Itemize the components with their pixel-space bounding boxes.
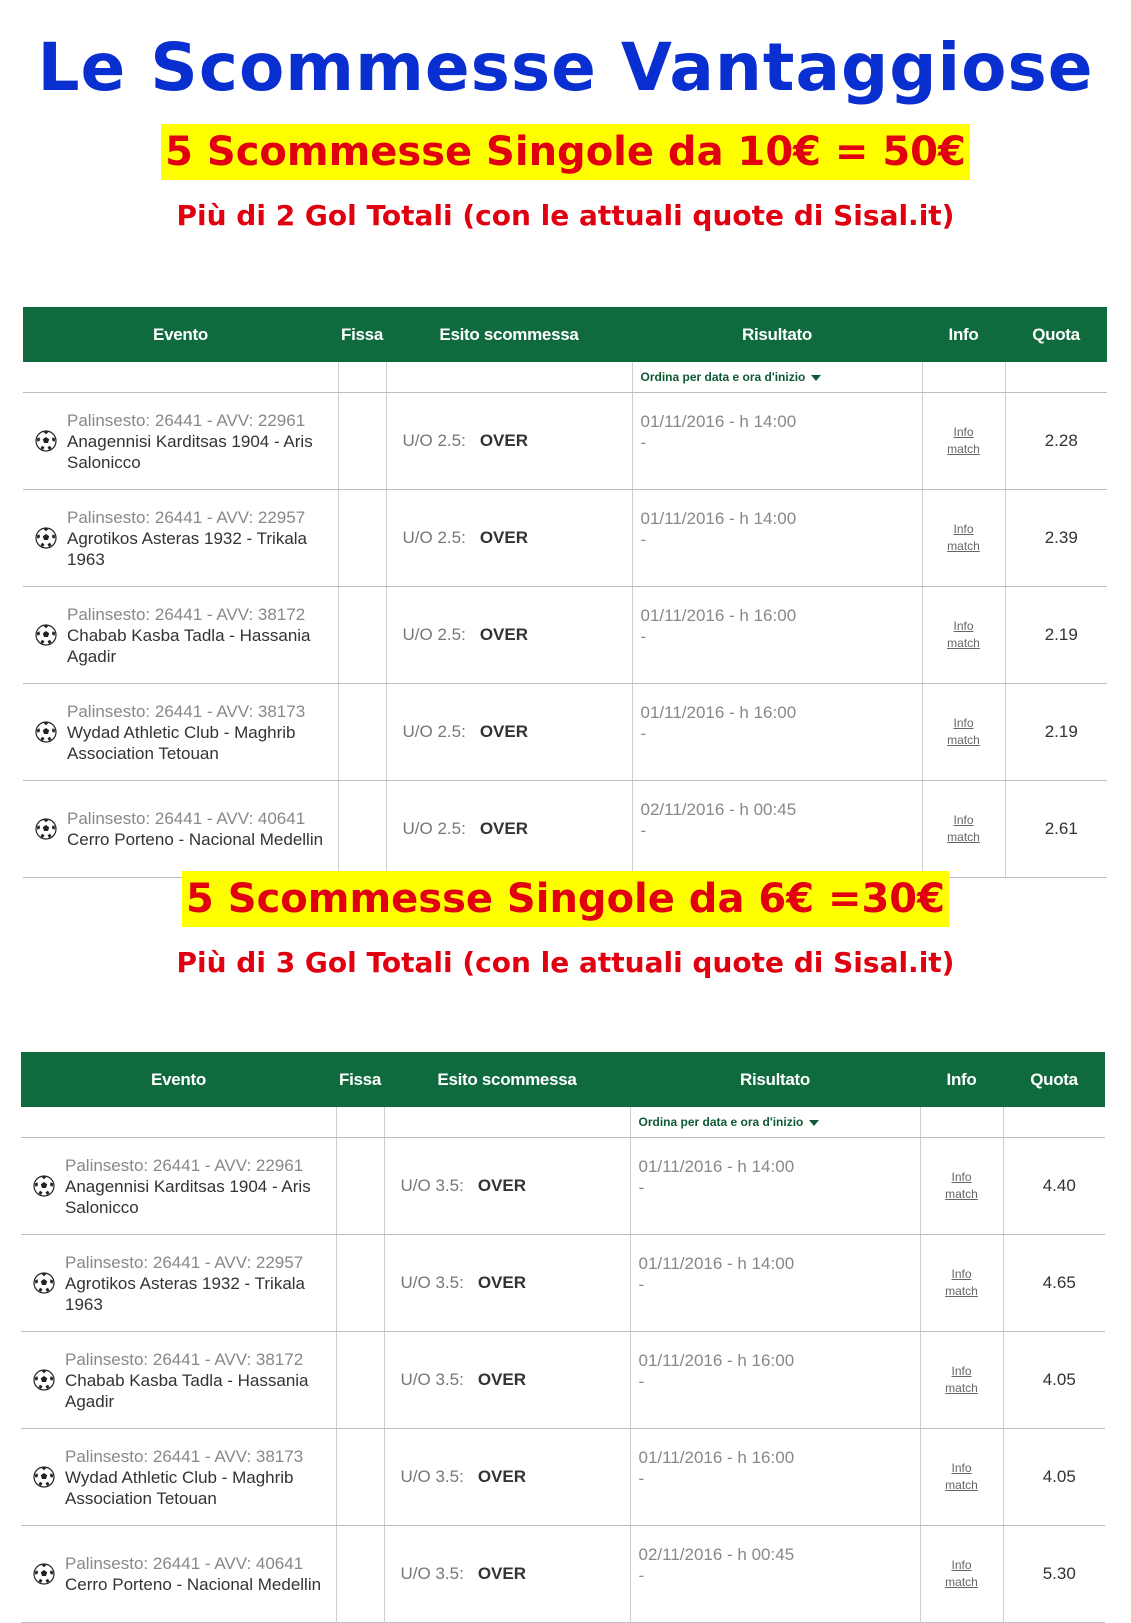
info-link-line2: match bbox=[945, 1575, 978, 1589]
event-cell[interactable] bbox=[21, 1332, 336, 1429]
palinsesto-text: Palinsesto: 26441 - AVV: 22961 bbox=[65, 1155, 304, 1175]
info-match-link[interactable] bbox=[922, 393, 1005, 490]
sort-by-date-link[interactable] bbox=[630, 1107, 920, 1138]
market-label: U/O 3.5: bbox=[400, 1564, 464, 1583]
event-datetime: 01/11/2016 - h 14:00 bbox=[638, 1254, 795, 1273]
caret-down-icon bbox=[809, 1120, 819, 1126]
info-link-line2: match bbox=[945, 1381, 978, 1395]
event-name: Chabab Kasba Tadla - Hassania Agadir bbox=[67, 625, 311, 666]
event-name: Anagennisi Karditsas 1904 - Aris Salonicco bbox=[67, 431, 313, 472]
event-datetime: 01/11/2016 - h 14:00 bbox=[640, 509, 797, 528]
esito-cell bbox=[386, 490, 632, 587]
outcome-label: OVER bbox=[479, 625, 528, 644]
info-link-line1: Info bbox=[951, 1170, 972, 1184]
risultato-cell bbox=[630, 1526, 920, 1623]
market-label: U/O 2.5: bbox=[402, 722, 466, 741]
header-risultato[interactable]: Risultato bbox=[632, 307, 922, 362]
info-link-line1: Info bbox=[953, 522, 974, 536]
fissa-cell bbox=[338, 393, 386, 490]
palinsesto-text: Palinsesto: 26441 - AVV: 40641 bbox=[65, 1554, 304, 1573]
section2-subtitle: Più di 3 Gol Totali (con le attuali quote di Sisal.it) bbox=[176, 946, 955, 979]
header-evento[interactable]: Evento bbox=[21, 1052, 336, 1107]
info-link-line2: match bbox=[947, 539, 980, 553]
quota-value: 4.05 bbox=[1003, 1429, 1105, 1526]
sort-label: Ordina per data e ora d'inizio bbox=[638, 1115, 804, 1129]
fissa-cell bbox=[336, 1526, 384, 1623]
event-name: Cerro Porteno - Nacional Medellin bbox=[65, 1575, 322, 1594]
header-fissa[interactable]: Fissa bbox=[338, 307, 386, 362]
risultato-cell bbox=[630, 1138, 920, 1235]
risultato-cell bbox=[632, 587, 922, 684]
info-match-link[interactable] bbox=[920, 1526, 1003, 1623]
info-link-line1: Info bbox=[953, 425, 974, 439]
header-risultato[interactable]: Risultato bbox=[630, 1052, 920, 1107]
event-result: - bbox=[640, 530, 647, 549]
event-datetime: 01/11/2016 - h 16:00 bbox=[640, 703, 797, 722]
section1-subtitle: Più di 2 Gol Totali (con le attuali quote di Sisal.it) bbox=[176, 199, 955, 232]
info-match-link[interactable] bbox=[922, 490, 1005, 587]
event-cell[interactable] bbox=[21, 1429, 336, 1526]
info-link-line1: Info bbox=[953, 716, 974, 730]
header-esito[interactable]: Esito scommessa bbox=[386, 307, 632, 362]
market-label: U/O 2.5: bbox=[402, 819, 466, 838]
event-cell[interactable] bbox=[23, 490, 338, 587]
event-result: - bbox=[638, 1178, 645, 1197]
info-link-line1: Info bbox=[951, 1364, 972, 1378]
event-datetime: 01/11/2016 - h 16:00 bbox=[638, 1351, 795, 1370]
event-result: - bbox=[640, 627, 647, 646]
event-cell[interactable] bbox=[21, 1138, 336, 1235]
soccer-ball-icon bbox=[33, 1369, 55, 1391]
table-row bbox=[23, 490, 1107, 587]
info-link-line1: Info bbox=[953, 619, 974, 633]
table-row bbox=[21, 1332, 1105, 1429]
quota-value: 5.30 bbox=[1003, 1526, 1105, 1623]
esito-cell bbox=[384, 1429, 630, 1526]
risultato-cell bbox=[630, 1332, 920, 1429]
risultato-cell bbox=[630, 1429, 920, 1526]
event-cell[interactable] bbox=[21, 1235, 336, 1332]
event-cell[interactable] bbox=[21, 1526, 336, 1623]
event-result: - bbox=[640, 821, 647, 840]
palinsesto-text: Palinsesto: 26441 - AVV: 40641 bbox=[67, 809, 306, 828]
palinsesto-text: Palinsesto: 26441 - AVV: 38173 bbox=[65, 1446, 304, 1466]
market-label: U/O 3.5: bbox=[400, 1176, 464, 1195]
event-result: - bbox=[640, 433, 647, 452]
esito-cell bbox=[384, 1332, 630, 1429]
header-info[interactable]: Info bbox=[920, 1052, 1003, 1107]
quota-value: 4.40 bbox=[1003, 1138, 1105, 1235]
table-row bbox=[23, 587, 1107, 684]
soccer-ball-icon bbox=[35, 430, 57, 452]
info-match-link[interactable] bbox=[920, 1138, 1003, 1235]
soccer-ball-icon bbox=[33, 1175, 55, 1197]
info-match-link[interactable] bbox=[920, 1429, 1003, 1526]
quota-value: 2.19 bbox=[1005, 684, 1107, 781]
outcome-label: OVER bbox=[479, 722, 528, 741]
table-row bbox=[21, 1138, 1105, 1235]
section1-headline: 5 Scommesse Singole da 10€ = 50€ bbox=[161, 124, 970, 180]
outcome-label: OVER bbox=[477, 1467, 526, 1486]
event-cell[interactable] bbox=[23, 393, 338, 490]
table-header-row bbox=[23, 307, 1107, 362]
info-link-line1: Info bbox=[951, 1267, 972, 1281]
quota-value: 4.05 bbox=[1003, 1332, 1105, 1429]
quota-value: 2.19 bbox=[1005, 587, 1107, 684]
fissa-cell bbox=[336, 1332, 384, 1429]
event-result: - bbox=[638, 1372, 645, 1391]
esito-cell bbox=[384, 1526, 630, 1623]
esito-cell bbox=[386, 781, 632, 878]
event-name: Anagennisi Karditsas 1904 - Aris Salonicco bbox=[65, 1176, 311, 1217]
table-row bbox=[21, 1429, 1105, 1526]
outcome-label: OVER bbox=[479, 431, 528, 450]
soccer-ball-icon bbox=[35, 818, 57, 840]
sort-by-date-link[interactable] bbox=[632, 362, 922, 393]
risultato-cell bbox=[632, 393, 922, 490]
esito-cell bbox=[386, 587, 632, 684]
sort-row bbox=[21, 1107, 1105, 1138]
soccer-ball-icon bbox=[35, 527, 57, 549]
outcome-label: OVER bbox=[477, 1370, 526, 1389]
event-datetime: 01/11/2016 - h 16:00 bbox=[640, 606, 797, 625]
info-link-line1: Info bbox=[951, 1558, 972, 1572]
soccer-ball-icon bbox=[33, 1466, 55, 1488]
section1-headline-wrap bbox=[0, 124, 1131, 180]
quota-value: 4.65 bbox=[1003, 1235, 1105, 1332]
fissa-cell bbox=[336, 1235, 384, 1332]
section2-headline: 5 Scommesse Singole da 6€ =30€ bbox=[182, 871, 949, 927]
sort-label: Ordina per data e ora d'inizio bbox=[640, 370, 806, 384]
table-row bbox=[23, 781, 1107, 878]
table-row bbox=[23, 684, 1107, 781]
table-row bbox=[23, 393, 1107, 490]
info-link-line2: match bbox=[947, 830, 980, 844]
event-name: Wydad Athletic Club - Maghrib Association Tetouan bbox=[67, 722, 296, 763]
event-cell[interactable] bbox=[23, 587, 338, 684]
risultato-cell bbox=[632, 684, 922, 781]
event-result: - bbox=[640, 724, 647, 743]
risultato-cell bbox=[632, 490, 922, 587]
sort-row bbox=[23, 362, 1107, 393]
caret-down-icon bbox=[811, 375, 821, 381]
soccer-ball-icon bbox=[33, 1272, 55, 1294]
info-match-link[interactable] bbox=[920, 1235, 1003, 1332]
market-label: U/O 3.5: bbox=[400, 1370, 464, 1389]
info-link-line1: Info bbox=[953, 813, 974, 827]
event-datetime: 02/11/2016 - h 00:45 bbox=[638, 1545, 795, 1564]
info-link-line1: Info bbox=[951, 1461, 972, 1475]
table-row bbox=[21, 1526, 1105, 1623]
bets-table-2 bbox=[21, 1052, 1105, 1623]
header-fissa[interactable]: Fissa bbox=[336, 1052, 384, 1107]
event-name: Cerro Porteno - Nacional Medellin bbox=[67, 830, 324, 849]
info-link-line2: match bbox=[945, 1187, 978, 1201]
event-datetime: 01/11/2016 - h 14:00 bbox=[640, 412, 797, 431]
market-label: U/O 3.5: bbox=[400, 1273, 464, 1292]
header-info[interactable]: Info bbox=[922, 307, 1005, 362]
info-match-link[interactable] bbox=[922, 684, 1005, 781]
event-result: - bbox=[638, 1275, 645, 1294]
soccer-ball-icon bbox=[35, 624, 57, 646]
header-quota[interactable]: Quota bbox=[1005, 307, 1107, 362]
palinsesto-text: Palinsesto: 26441 - AVV: 22957 bbox=[65, 1252, 304, 1272]
info-match-link[interactable] bbox=[922, 781, 1005, 878]
fissa-cell bbox=[338, 781, 386, 878]
info-match-link[interactable] bbox=[922, 587, 1005, 684]
section2-headline-wrap bbox=[0, 871, 1131, 927]
outcome-label: OVER bbox=[477, 1564, 526, 1583]
fissa-cell bbox=[336, 1138, 384, 1235]
outcome-label: OVER bbox=[477, 1176, 526, 1195]
event-datetime: 01/11/2016 - h 14:00 bbox=[638, 1157, 795, 1176]
event-result: - bbox=[638, 1566, 645, 1585]
outcome-label: OVER bbox=[479, 819, 528, 838]
quota-value: 2.28 bbox=[1005, 393, 1107, 490]
info-link-line2: match bbox=[945, 1284, 978, 1298]
table-header-row bbox=[21, 1052, 1105, 1107]
quota-value: 2.39 bbox=[1005, 490, 1107, 587]
page-title: Le Scommesse Vantaggiose bbox=[37, 29, 1094, 106]
event-datetime: 02/11/2016 - h 00:45 bbox=[640, 800, 797, 819]
palinsesto-text: Palinsesto: 26441 - AVV: 38172 bbox=[67, 604, 306, 624]
palinsesto-text: Palinsesto: 26441 - AVV: 38172 bbox=[65, 1349, 304, 1369]
quota-value: 2.61 bbox=[1005, 781, 1107, 878]
palinsesto-text: Palinsesto: 26441 - AVV: 22957 bbox=[67, 507, 306, 527]
esito-cell bbox=[384, 1235, 630, 1332]
fissa-cell bbox=[338, 684, 386, 781]
event-name: Chabab Kasba Tadla - Hassania Agadir bbox=[65, 1370, 309, 1411]
event-cell[interactable] bbox=[23, 684, 338, 781]
event-name: Agrotikos Asteras 1932 - Trikala 1963 bbox=[65, 1273, 306, 1314]
market-label: U/O 2.5: bbox=[402, 528, 466, 547]
market-label: U/O 3.5: bbox=[400, 1467, 464, 1486]
risultato-cell bbox=[630, 1235, 920, 1332]
header-evento[interactable]: Evento bbox=[23, 307, 338, 362]
palinsesto-text: Palinsesto: 26441 - AVV: 38173 bbox=[67, 701, 306, 721]
info-link-line2: match bbox=[947, 442, 980, 456]
info-link-line2: match bbox=[945, 1478, 978, 1492]
esito-cell bbox=[386, 684, 632, 781]
event-cell[interactable] bbox=[23, 781, 338, 878]
event-datetime: 01/11/2016 - h 16:00 bbox=[638, 1448, 795, 1467]
event-name: Wydad Athletic Club - Maghrib Association Tetouan bbox=[65, 1467, 294, 1508]
event-result: - bbox=[638, 1469, 645, 1488]
fissa-cell bbox=[338, 587, 386, 684]
event-name: Agrotikos Asteras 1932 - Trikala 1963 bbox=[67, 528, 308, 569]
outcome-label: OVER bbox=[479, 528, 528, 547]
info-link-line2: match bbox=[947, 733, 980, 747]
esito-cell bbox=[386, 393, 632, 490]
soccer-ball-icon bbox=[33, 1563, 55, 1585]
soccer-ball-icon bbox=[35, 721, 57, 743]
market-label: U/O 2.5: bbox=[402, 625, 466, 644]
esito-cell bbox=[384, 1138, 630, 1235]
header-quota[interactable]: Quota bbox=[1003, 1052, 1105, 1107]
header-esito[interactable]: Esito scommessa bbox=[384, 1052, 630, 1107]
palinsesto-text: Palinsesto: 26441 - AVV: 22961 bbox=[67, 410, 306, 430]
outcome-label: OVER bbox=[477, 1273, 526, 1292]
fissa-cell bbox=[336, 1429, 384, 1526]
info-match-link[interactable] bbox=[920, 1332, 1003, 1429]
risultato-cell bbox=[632, 781, 922, 878]
table-row bbox=[21, 1235, 1105, 1332]
bets-table-1 bbox=[23, 307, 1107, 878]
market-label: U/O 2.5: bbox=[402, 431, 466, 450]
fissa-cell bbox=[338, 490, 386, 587]
info-link-line2: match bbox=[947, 636, 980, 650]
